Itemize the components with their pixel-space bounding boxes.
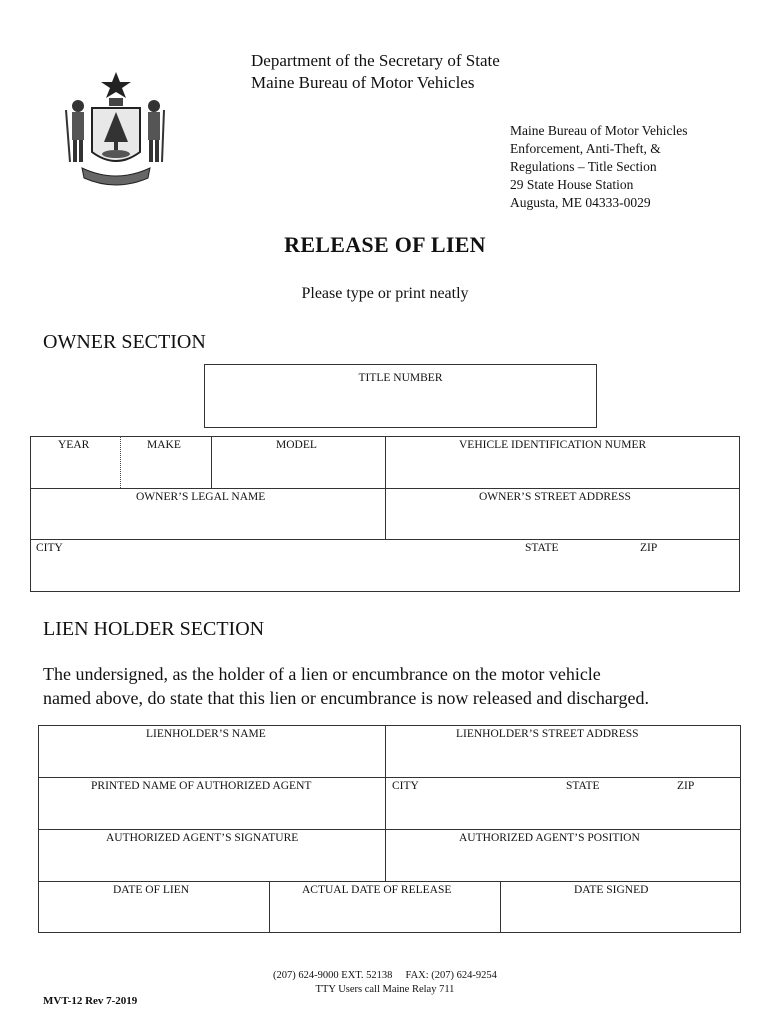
vin-field[interactable] [386, 437, 739, 488]
state-label: STATE [525, 542, 559, 554]
make-label: MAKE [147, 439, 181, 451]
actual-release-date-field[interactable] [270, 882, 500, 932]
release-statement-line: named above, do state that this lien or encumbrance is now released and discharged. [43, 688, 649, 708]
lien-holder-section-heading: LIEN HOLDER SECTION [43, 618, 265, 640]
department-line-1: Department of the Secretary of State [251, 51, 500, 70]
date-of-lien-label: DATE OF LIEN [113, 884, 190, 896]
agent-position-field[interactable] [386, 830, 740, 881]
department-line-2: Maine Bureau of Motor Vehicles [251, 73, 475, 92]
date-signed-field[interactable] [501, 882, 740, 932]
agent-position-label: AUTHORIZED AGENT’S POSITION [459, 832, 640, 844]
release-statement [43, 662, 743, 710]
actual-release-date-label: ACTUAL DATE OF RELEASE [302, 884, 452, 896]
city-label: CITY [36, 542, 63, 554]
year-label: YEAR [58, 439, 90, 451]
owner-address-label: OWNER’S STREET ADDRESS [479, 491, 631, 503]
model-label: MODEL [276, 439, 317, 451]
agent-printed-name-field[interactable] [39, 778, 385, 829]
address-line: Augusta, ME 04333-0029 [510, 195, 651, 210]
bureau-address [510, 122, 687, 212]
agent-printed-name-label: PRINTED NAME OF AUTHORIZED AGENT [91, 780, 312, 792]
form-title: RELEASE OF LIEN [284, 232, 486, 257]
agent-signature-field[interactable] [39, 830, 385, 881]
agent-signature-label: AUTHORIZED AGENT’S SIGNATURE [106, 832, 299, 844]
lienholder-address-field[interactable] [386, 726, 740, 777]
form-subtitle: Please type or print neatly [301, 285, 469, 302]
footer-phone: (207) 624-9000 EXT. 52138 FAX: (207) 624-9254 [273, 970, 497, 981]
owner-section-heading: OWNER SECTION [43, 331, 206, 353]
release-statement-line: The undersigned, as the holder of a lien or encumbrance on the motor vehicle [43, 664, 601, 684]
model-field[interactable] [212, 437, 385, 488]
date-of-lien-field[interactable] [39, 882, 269, 932]
title-number-label: TITLE NUMBER [358, 372, 443, 384]
year-field[interactable] [31, 437, 120, 488]
owner-address-field[interactable] [386, 489, 739, 539]
lienholder-name-field[interactable] [39, 726, 385, 777]
lienholder-address-label: LIENHOLDER’S STREET ADDRESS [456, 728, 639, 740]
lienholder-city-state-zip-field[interactable] [386, 778, 740, 829]
zip-label: ZIP [640, 542, 658, 554]
city-label: CITY [392, 780, 419, 792]
address-line: Enforcement, Anti-Theft, & [510, 141, 661, 156]
department-heading [251, 50, 500, 94]
state-label: STATE [566, 780, 600, 792]
vin-label: VEHICLE IDENTIFICATION NUMER [459, 439, 647, 451]
footer-tty: TTY Users call Maine Relay 711 [315, 984, 455, 995]
make-field[interactable] [121, 437, 211, 488]
owner-city-state-zip-field[interactable] [31, 540, 739, 591]
address-line: 29 State House Station [510, 177, 634, 192]
address-line: Maine Bureau of Motor Vehicles [510, 123, 688, 138]
owner-name-field[interactable] [31, 489, 385, 539]
date-signed-label: DATE SIGNED [574, 884, 649, 896]
title-number-field[interactable] [204, 364, 597, 428]
owner-name-label: OWNER’S LEGAL NAME [136, 491, 266, 503]
lienholder-name-label: LIENHOLDER’S NAME [146, 728, 266, 740]
form-id: MVT-12 Rev 7-2019 [43, 995, 138, 1007]
zip-label: ZIP [677, 780, 695, 792]
footer-contact [0, 969, 770, 997]
address-line: Regulations – Title Section [510, 159, 657, 174]
maine-state-seal-icon [62, 70, 170, 188]
